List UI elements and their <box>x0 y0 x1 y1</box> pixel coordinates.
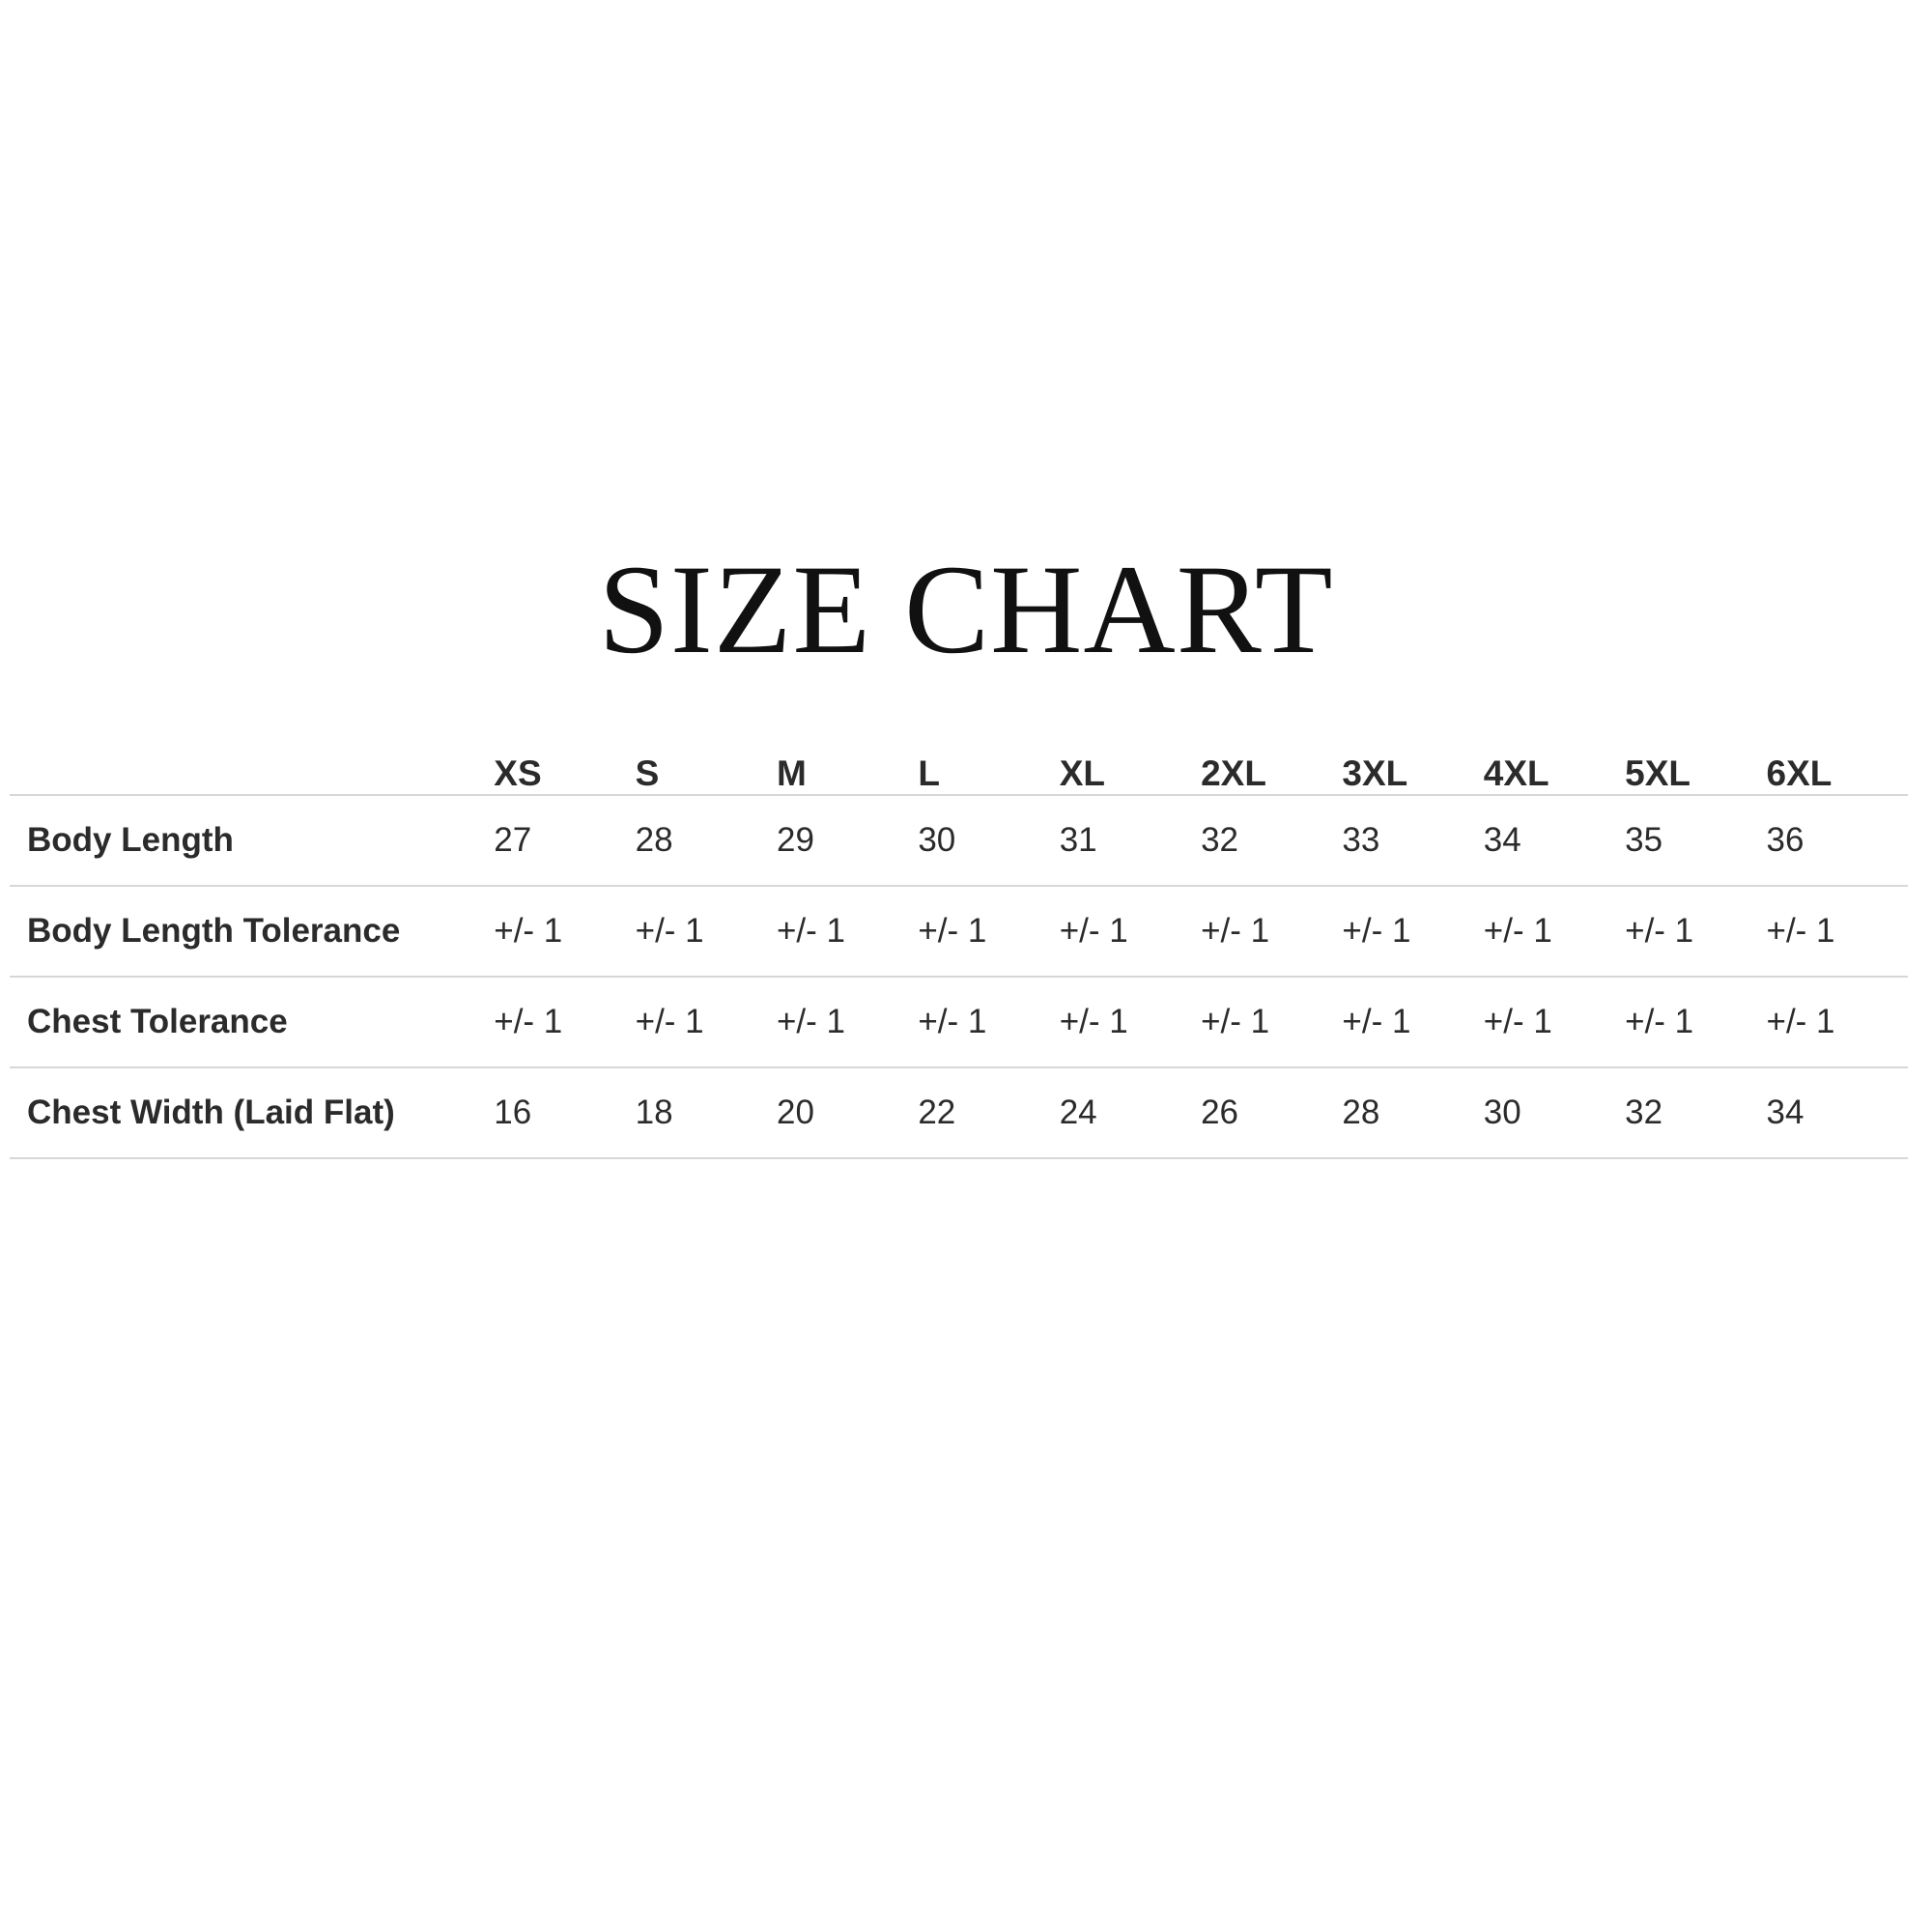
cell-chest-width-5xl: 32 <box>1625 1094 1663 1131</box>
cell-chest-width-xl: 24 <box>1059 1094 1097 1131</box>
column-header-xl: XL <box>1059 753 1105 793</box>
cell-body-length-tolerance-2xl: +/- 1 <box>1201 912 1270 950</box>
cell-chest-width-xs: 16 <box>494 1094 532 1131</box>
row-label-chest-width: Chest Width (Laid Flat) <box>27 1094 395 1131</box>
cell-body-length-tolerance-4xl: +/- 1 <box>1483 912 1552 950</box>
cell-body-length-5xl: 35 <box>1625 821 1663 859</box>
cell-chest-tolerance-m: +/- 1 <box>776 1003 845 1040</box>
cell-body-length-tolerance-5xl: +/- 1 <box>1625 912 1694 950</box>
cell-chest-width-6xl: 34 <box>1766 1094 1804 1131</box>
row-label-body-length-tolerance: Body Length Tolerance <box>27 912 401 950</box>
cell-chest-tolerance-xs: +/- 1 <box>494 1003 563 1040</box>
table-header-row <box>10 753 1908 795</box>
table-row <box>10 1067 1908 1158</box>
column-header-s: S <box>635 753 660 793</box>
size-chart-table <box>10 753 1908 1159</box>
column-header-4xl: 4XL <box>1483 753 1549 793</box>
column-header-xs: XS <box>494 753 542 793</box>
cell-chest-tolerance-5xl: +/- 1 <box>1625 1003 1694 1040</box>
table-head <box>10 753 1908 795</box>
cell-chest-width-3xl: 28 <box>1342 1094 1380 1131</box>
cell-body-length-tolerance-s: +/- 1 <box>635 912 704 950</box>
cell-chest-tolerance-2xl: +/- 1 <box>1201 1003 1270 1040</box>
cell-chest-tolerance-l: +/- 1 <box>918 1003 987 1040</box>
cell-chest-width-2xl: 26 <box>1201 1094 1238 1131</box>
cell-chest-tolerance-xl: +/- 1 <box>1059 1003 1128 1040</box>
column-header-l: L <box>918 753 940 793</box>
table-row <box>10 977 1908 1067</box>
cell-body-length-tolerance-xl: +/- 1 <box>1059 912 1128 950</box>
cell-chest-width-4xl: 30 <box>1483 1094 1521 1131</box>
column-header-measurement <box>10 753 494 795</box>
page-title: SIZE CHART <box>598 538 1334 680</box>
size-chart-table-container <box>10 753 1908 1159</box>
cell-body-length-s: 28 <box>635 821 673 859</box>
cell-body-length-4xl: 34 <box>1483 821 1521 859</box>
cell-chest-tolerance-4xl: +/- 1 <box>1483 1003 1552 1040</box>
row-label-body-length: Body Length <box>27 821 234 859</box>
cell-chest-width-l: 22 <box>918 1094 956 1131</box>
table-row <box>10 886 1908 977</box>
cell-chest-tolerance-3xl: +/- 1 <box>1342 1003 1411 1040</box>
table-body <box>10 795 1908 1158</box>
cell-body-length-tolerance-l: +/- 1 <box>918 912 987 950</box>
row-label-chest-tolerance: Chest Tolerance <box>27 1003 288 1040</box>
cell-chest-width-m: 20 <box>776 1094 814 1131</box>
column-header-3xl: 3XL <box>1342 753 1408 793</box>
cell-body-length-tolerance-xs: +/- 1 <box>494 912 563 950</box>
cell-body-length-6xl: 36 <box>1766 821 1804 859</box>
cell-body-length-3xl: 33 <box>1342 821 1380 859</box>
cell-body-length-tolerance-m: +/- 1 <box>776 912 845 950</box>
cell-chest-tolerance-s: +/- 1 <box>635 1003 704 1040</box>
column-header-6xl: 6XL <box>1766 753 1833 793</box>
table-row <box>10 795 1908 886</box>
cell-body-length-xs: 27 <box>494 821 532 859</box>
column-header-2xl: 2XL <box>1201 753 1266 793</box>
column-header-5xl: 5XL <box>1625 753 1690 793</box>
cell-chest-tolerance-6xl: +/- 1 <box>1766 1003 1835 1040</box>
cell-body-length-tolerance-6xl: +/- 1 <box>1766 912 1835 950</box>
cell-body-length-2xl: 32 <box>1201 821 1238 859</box>
cell-chest-width-s: 18 <box>635 1094 673 1131</box>
column-header-m: M <box>776 753 807 793</box>
cell-body-length-xl: 31 <box>1059 821 1097 859</box>
cell-body-length-tolerance-3xl: +/- 1 <box>1342 912 1411 950</box>
cell-body-length-m: 29 <box>776 821 814 859</box>
cell-body-length-l: 30 <box>918 821 956 859</box>
